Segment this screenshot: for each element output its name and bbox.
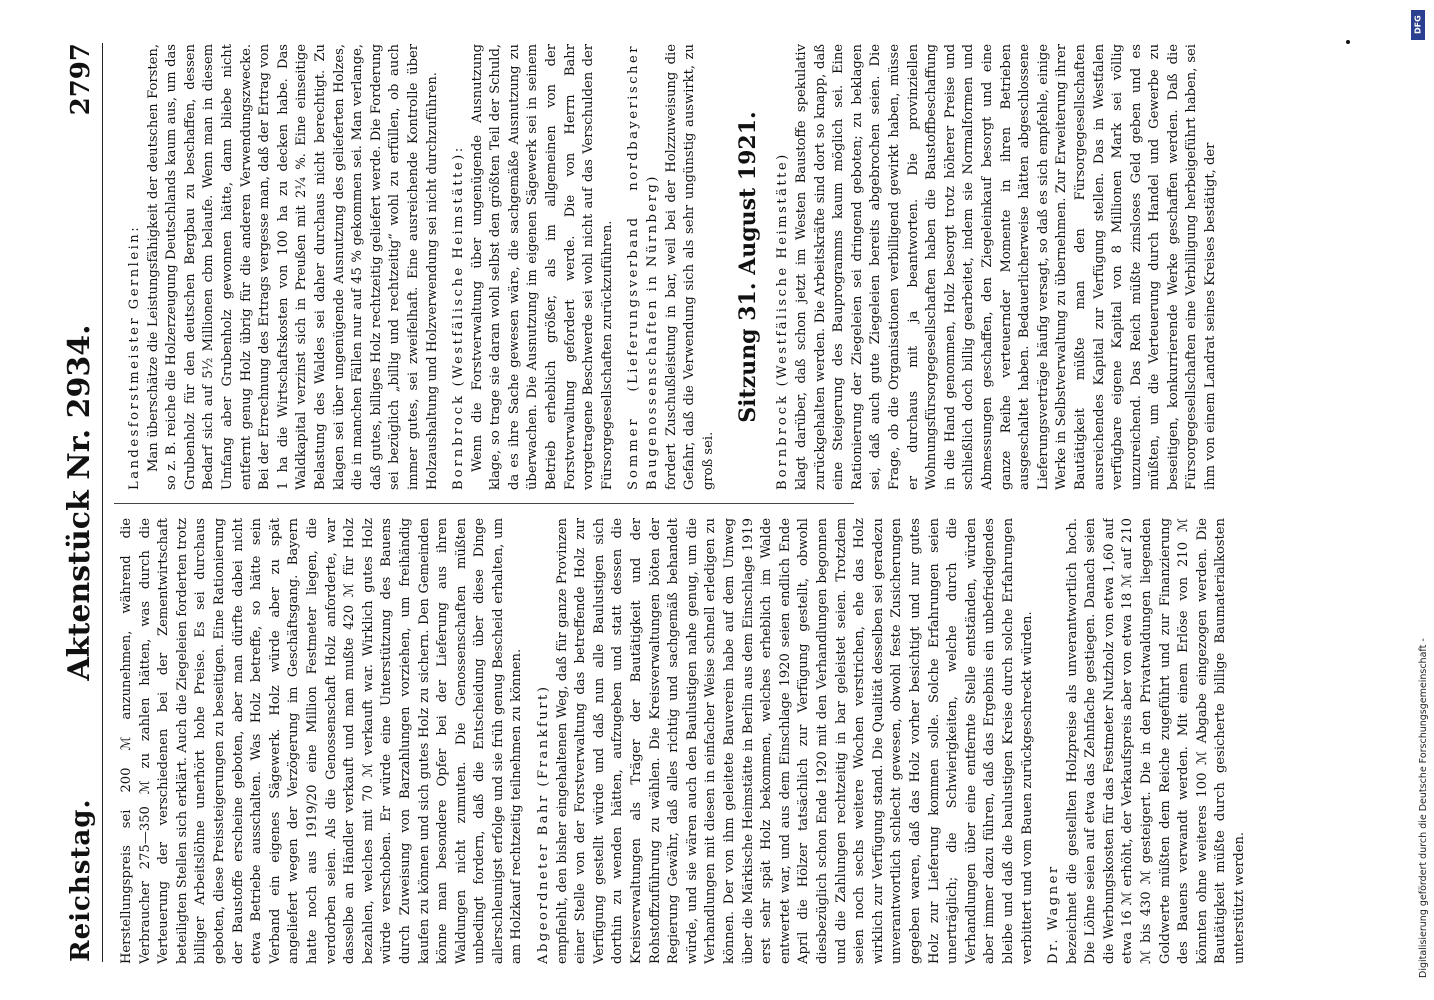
rotated-page: [58, 35, 1388, 970]
speaker-name: Abgeordneter Bahr (Frankfurt): [536, 684, 552, 964]
speaker-name: Sommer: [626, 416, 642, 490]
dfg-logo-icon: DFG: [1411, 10, 1425, 40]
page-header: [62, 43, 96, 962]
speaker-affiliation: (Lieferungsverband nordbayerischer Baugenossenschaften in Nürnberg): [626, 44, 661, 490]
speaker-line: [774, 44, 793, 490]
header-document-number: Aktenstück Nr. 2934.: [62, 324, 97, 681]
paragraph: Herstellungspreis sei 200 ℳ anzunehmen, während die Verbraucher 275—350 ℳ zu zahlen hätten, was durch die Verteuerung der verschiedenen bei der Zementwirtschaft beteiligten Stellen sich erklärt. Auch die Ziegeleien forderten trotz billiger Arbeitslöhne unerhört hohe Preise. Es sei durchaus geboten, diese Preissteigerungen zu beseitigen. Eine Rationierung der Baustoffe erscheine geboten, aber man dürfte dabei nicht etwa Betriebe ausschalten. Was Holz betreffe, so hätte sein Verband ein eigenes Sägewerk. Holz würde aber zu spät angeliefert wegen der Verzögerung im Geschäftsgang. Bayern hatte noch aus 1919/20 eine Million Festmeter liegen, die verdorben seien. Als die Genossenschaft Holz anforderte, war dasselbe an Händler verkauft und man mußte 420 ℳ für Holz bezahlen, welches mit 70 ℳ verkauft war. Wirklich gutes Holz würde verschoben. Er würde eine Unterstützung des Bauens durch Zuweisung von Barzahlungen vorziehen, um freihändig kaufen zu können und sich gutes Holz zu sichern. Den Gemeinden könne man besondere Opfer bei der Lieferung aus ihren Waldungen nicht zumuten. Die Genossenschaften müßten unbedingt fordern, daß die Entscheidung über diese Dinge allerschleunigst erfolge und sie früh genug Bescheid erhalten, um am Holzkauf rechtzeitig teilnehmen zu können.: [119, 518, 525, 964]
left-column: [118, 518, 1386, 964]
digitization-credit: [1403, 10, 1429, 990]
speaker-affiliation: (Westfälische Heimstätte):: [451, 145, 467, 387]
speaker-name: Dr. Wagner: [1046, 864, 1062, 964]
speaker-affiliation: (Westfälische Heimstätte): [775, 152, 791, 387]
paragraph: empfiehlt, den bisher eingehaltenen Weg, daß für ganze Provinzen einer Stelle von der Forstverwaltung das betreffende Holz zur Verfügung gestellt würde und daß nun alle Baulustigen sich dorthin zu wenden hätten, aufzugeben und statt dessen die Kreisverwaltungen als Träger der Bautätigkeit und der Rohstoffzuführung zu wählen. Die Kreisverwaltungen böten der Regierung Gewähr, daß alles richtig und sachgemäß behandelt würde, und sie wären auch den Baulustigen nahe genug, um die Verhandlungen mit diesen in einfacher Weise schnell erledigen zu können. Der von ihm geleitete Bauverein habe auf dem Umweg über die Märkische Heimstätte in Berlin aus dem Einschlage 1919 erst sehr spät Holz bekommen, welches erheblich im Walde entwertet war, und aus dem Einschlage 1920 seien endlich Ende April die Hölzer tatsächlich zur Verfügung gestellt, obwohl diesbezüglich schon Ende 1920 mit den Verhandlungen begonnen und die Zahlungen rechtzeitig in bar geleistet seien. Trotzdem seien noch sechs weitere Wochen verstrichen, ehe das Holz wirklich zur Verfügung stand. Die Qualität desselben sei geradezu unverantwortlich schlecht gewesen, obwohl feste Zusicherungen gegeben waren, daß das Holz vorher besichtigt und nur gutes Holz zur Lieferung kommen solle. Solche Erfahrungen seien unerträglich; die Schwierigkeiten, welche durch die Verhandlungen über eine entfernte Stelle entständen, würden aber immer dazu führen, daß das Ergebnis ein unbefriedigendes bleibe und daß die baulustigen Kreise durch solche Erfahrungen verbittert und vom Bauen zurückgeschreckt würden.: [554, 518, 1035, 964]
header-reichstag: Reichstag.: [66, 798, 96, 962]
speaker-name: Bornbrock: [451, 393, 467, 490]
right-column: [118, 44, 1386, 490]
session-title: Sitzung 31. August 1921.: [735, 111, 762, 423]
paragraph: bezeichnet die gestellten Holzpreise als unverantwortlich hoch. Die Löhne seien auf etwa das Zehnfache gestiegen. Danach seien die Werbungskosten für das Festmeter Nutzholz von etwa 1,60 auf etwa 16 ℳ erhöht, der Verkaufspreis aber von etwa 18 ℳ auf 210 ℳ bis 430 ℳ gesteigert. Die in den Privatwaldungen liegenden Goldwerte müßten dem Reiche zugeführt und zur Finanzierung des Bauens verwandt werden. Mit einem Erlöse von 210 ℳ könnten ohne weiteres 100 ℳ Abgabe eingezogen werden. Die Bautätigkeit müßte durch gesicherte billige Baumaterialkosten unterstützt werden.: [1064, 518, 1248, 964]
speaker-line: [450, 44, 469, 490]
header-page-number: 2797: [66, 43, 96, 116]
credit-text: Digitalisierung gefördert durch die Deutsche Forschungsgemeinschaft -: [1418, 638, 1429, 978]
header-rule: [102, 43, 103, 962]
column-divider: [114, 503, 854, 504]
speaker-name: Landesforstmeister Gernlein:: [127, 224, 142, 490]
speaker-line: [625, 44, 662, 490]
paragraph: fordert Zuschußleistung in bar, weil bei der Holzzuweisung die Gefahr, daß die Verwendung sich als sehr ungünstig auswirkt, zu groß sei.: [663, 44, 716, 490]
paragraph: klagt darüber, daß schon jetzt im Westen Baustoffe spekulativ zurückgehalten werden. Die Arbeitskräfte sind dort so knapp, daß eine Steigerung des Bauprogramms kaum möglich sei. Eine Rationierung der Ziegeleien sei dringend geboten; zu beklagen sei, daß auch gute Ziegeleien bereits abgebrochen seien. Die Frage, ob die Organisationen verbilligend gewirkt haben, müsse er durchaus mit ja beantworten. Die provinziellen Wohnungsfürsorgegesellschaften haben die Baustoffbeschaffung in die Hand genommen, Holz besorgt trotz höherer Preise und schließlich doch billig gearbeitet, indem sie Normalformen und Abmessungen geschaffen, den Ziegeleinkauf besorgt und eine ganze Reihe verteuernder Momente in ihren Betrieben ausgeschaltet haben. Bedauerlicherweise hätten abgeschlossene Lieferungsverträge häufig versagt, so daß es sich empfehle, einige Werke in Selbstverwaltung zu übernehmen. Zur Erweiterung ihrer Bautätigkeit müßte man den Fürsorgegesellschaften ausreichendes Kapital zur Verfügung stellen. Das in Westfalen verfügbare eigene Kapital von 8 Millionen Mark sei völlig unzureichend. Das Reich müßte zinsloses Geld geben und es müßten, um die Verteuerung durch Handel und Gewerbe zu beseitigen, konkurrierende Werke geschaffen werden. Daß die Fürsorgegesellschaften eine Verbilligung herbeigeführt haben, sei ihm von einem Landrat seines Kreises bestätigt, der: [794, 44, 1219, 490]
speaker-name: Bornbrock: [775, 393, 791, 490]
paragraph: Wenn die Forstverwaltung über ungenügende Ausnutzung klage, so trage sie daran wohl selbst den größten Teil der Schuld, da es ihre Sache gewesen wäre, die sachgemäße Ausnutzung zu überwachen. Die Ausnutzung im eigenen Sägewerk sei in seinem Betrieb erheblich größer, als im allgemeinen von der Forstverwaltung gefordert werde. Die von Herrn Bahr vorgetragene Beschwerde sei wohl nicht auf das Verschulden der Fürsorgegesellschaften zurückzuführen.: [469, 44, 615, 490]
paragraph: Man überschätze die Leistungsfähigkeit der deutschen Forsten, so z. B. reiche die Holzerzeugung Deutschlands kaum aus, um das Grubenholz für den deutschen Bergbau zu beschaffen, dessen Bedarf sich auf 5½ Millionen cbm belaufe. Wenn man in diesem Umfang aber Grubenholz gewonnen hätte, dann bliebe nicht entfernt genug Holz übrig für die anderen Verwendungszwecke. Bei der Errechnung des Ertrags vergesse man, daß der Ertrag von 1 ha die Wirtschaftskosten von 100 ha zu decken habe. Das Waldkapital verzinst sich in Preußen mit 2¼ %. Eine einseitige Belastung des Waldes sei daher durchaus nicht berechtigt. Zu klagen sei über ungenügende Ausnutzung des gelieferten Holzes, die in manchen Fällen nur auf 45 % gekommen sei. Man verlange, daß gutes, billiges Holz rechtzeitig geliefert werde. Die Forderung sei bezüglich „billig und rechtzeitig“ wohl zu erfüllen, ob auch immer gutes, sei zweifelhaft. Eine ausreichende Kontrolle über Holzaushaltung und Holzverwendung sei nicht durchzuführen.: [145, 44, 440, 490]
